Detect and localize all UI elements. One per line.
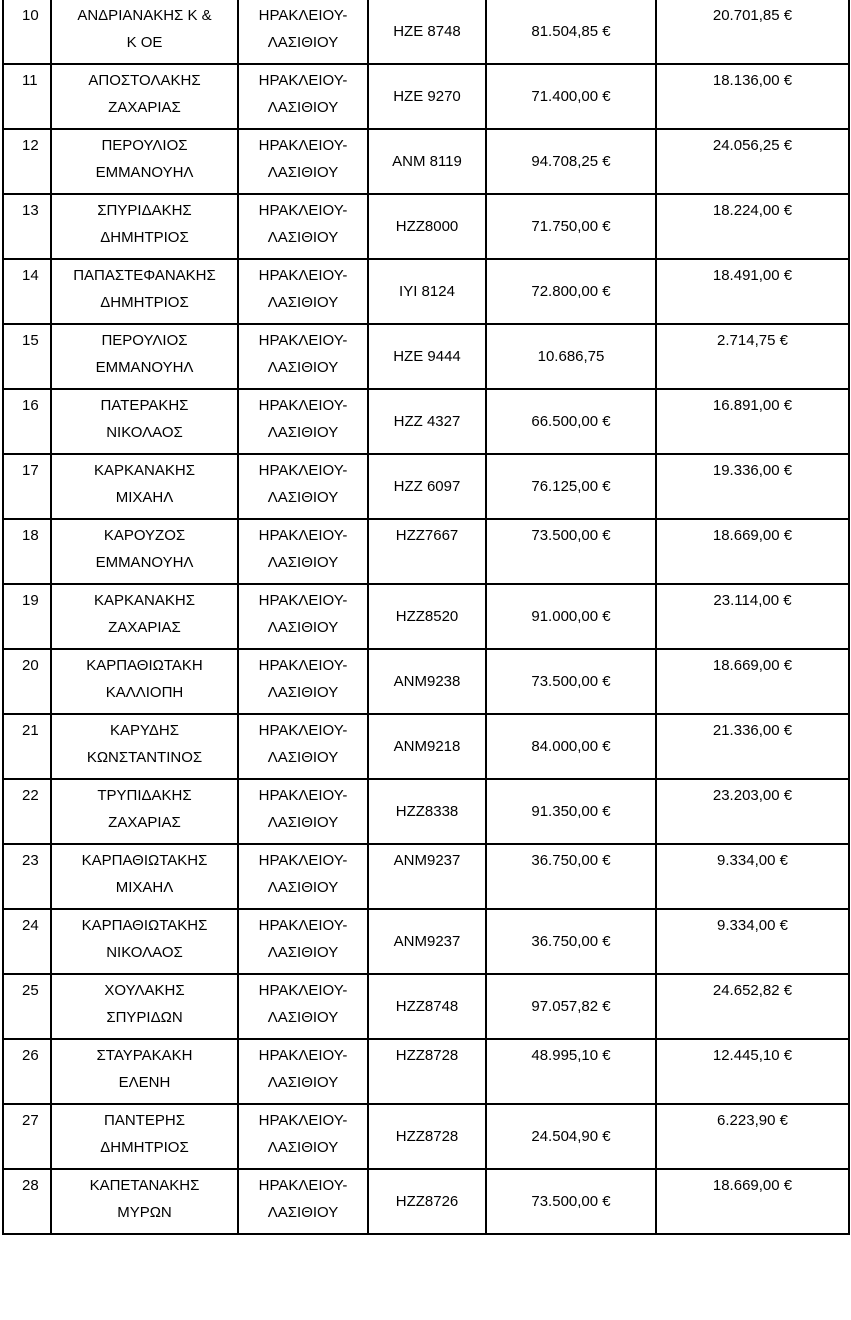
name-line-1: ΚΑΠΕΤΑΝΑΚΗΣ — [89, 1177, 200, 1194]
name-line-1: ΣΤΑΥΡΑΚΑΚΗ — [96, 1047, 193, 1064]
subsidy-amount-cell: 23.114,00 € — [656, 584, 849, 649]
beneficiary-name-cell — [51, 0, 238, 64]
row-number-cell: 20 — [3, 649, 51, 714]
region-cell — [238, 844, 368, 909]
region-cell — [238, 649, 368, 714]
subsidy-amount-cell: 12.445,10 € — [656, 1039, 849, 1104]
plate-cell: ΗΖΖ 6097 — [368, 454, 486, 519]
region-line-1: ΗΡΑΚΛΕΙΟΥ- — [258, 1047, 348, 1064]
name-line-2: ΕΜΜΑΝΟΥΗΛ — [95, 164, 194, 181]
region-line-1: ΗΡΑΚΛΕΙΟΥ- — [258, 332, 348, 349]
beneficiary-name-cell — [51, 64, 238, 129]
total-amount-cell: 73.500,00 € — [486, 519, 656, 584]
beneficiary-name-cell — [51, 909, 238, 974]
region-cell — [238, 129, 368, 194]
total-amount-cell: 71.400,00 € — [486, 64, 656, 129]
row-number-cell: 26 — [3, 1039, 51, 1104]
name-line-1: ΚΑΡΠΑΘΙΩΤΑΚΗΣ — [81, 852, 208, 869]
beneficiary-name-cell — [51, 259, 238, 324]
region-line-2: ΛΑΣΙΘΙΟΥ — [267, 99, 339, 116]
total-amount-cell: 73.500,00 € — [486, 649, 656, 714]
table-row — [3, 129, 849, 194]
name-line-1: ΚΑΡΠΑΘΙΩΤΑΚΗ — [86, 657, 203, 674]
beneficiary-name-cell — [51, 389, 238, 454]
region-line-1: ΗΡΑΚΛΕΙΟΥ- — [258, 592, 348, 609]
row-number-cell: 11 — [3, 64, 51, 129]
beneficiary-name-cell — [51, 129, 238, 194]
total-amount-cell: 94.708,25 € — [486, 129, 656, 194]
table-row — [3, 454, 849, 519]
region-line-1: ΗΡΑΚΛΕΙΟΥ- — [258, 1177, 348, 1194]
plate-cell: ΑΝΜ 8119 — [368, 129, 486, 194]
region-line-1: ΗΡΑΚΛΕΙΟΥ- — [258, 72, 348, 89]
beneficiaries-table — [2, 0, 850, 1235]
beneficiary-name-cell — [51, 1039, 238, 1104]
row-number-cell: 13 — [3, 194, 51, 259]
table-row — [3, 649, 849, 714]
region-line-2: ΛΑΣΙΘΙΟΥ — [267, 684, 339, 701]
region-line-2: ΛΑΣΙΘΙΟΥ — [267, 489, 339, 506]
name-line-2: ΕΜΜΑΝΟΥΗΛ — [95, 554, 194, 571]
subsidy-amount-cell: 18.669,00 € — [656, 1169, 849, 1234]
name-line-1: ΠΑΤΕΡΑΚΗΣ — [100, 397, 189, 414]
row-number-cell: 23 — [3, 844, 51, 909]
total-amount-cell: 71.750,00 € — [486, 194, 656, 259]
region-cell — [238, 909, 368, 974]
name-line-2: ΝΙΚΟΛΑΟΣ — [106, 424, 183, 441]
total-amount-cell: 73.500,00 € — [486, 1169, 656, 1234]
region-cell — [238, 519, 368, 584]
plate-cell: ΗΖΖ8726 — [368, 1169, 486, 1234]
subsidy-amount-cell: 18.224,00 € — [656, 194, 849, 259]
row-number-cell: 28 — [3, 1169, 51, 1234]
name-line-2: Κ ΟΕ — [126, 34, 163, 51]
name-line-2: ΕΛΕΝΗ — [118, 1074, 171, 1091]
region-cell — [238, 584, 368, 649]
row-number-cell: 15 — [3, 324, 51, 389]
name-line-1: ΑΝΔΡΙΑΝΑΚΗΣ Κ & — [77, 7, 212, 24]
plate-cell: ΗΖΖ8520 — [368, 584, 486, 649]
total-amount-cell: 76.125,00 € — [486, 454, 656, 519]
name-line-2: ΔΗΜΗΤΡΙΟΣ — [100, 294, 189, 311]
region-cell — [238, 1039, 368, 1104]
plate-cell: ΗΖΖ8000 — [368, 194, 486, 259]
table-body — [3, 0, 849, 1234]
subsidy-amount-cell: 18.669,00 € — [656, 519, 849, 584]
beneficiary-name-cell — [51, 454, 238, 519]
name-line-2: ΚΩΝΣΤΑΝΤΙΝΟΣ — [86, 749, 203, 766]
name-line-2: ΔΗΜΗΤΡΙΟΣ — [100, 229, 189, 246]
region-cell — [238, 64, 368, 129]
table-row — [3, 584, 849, 649]
region-line-2: ΛΑΣΙΘΙΟΥ — [267, 1009, 339, 1026]
row-number-cell: 25 — [3, 974, 51, 1039]
region-line-1: ΗΡΑΚΛΕΙΟΥ- — [258, 982, 348, 999]
row-number-cell: 12 — [3, 129, 51, 194]
table-row — [3, 64, 849, 129]
region-line-1: ΗΡΑΚΛΕΙΟΥ- — [258, 202, 348, 219]
beneficiary-name-cell — [51, 974, 238, 1039]
total-amount-cell: 97.057,82 € — [486, 974, 656, 1039]
region-line-1: ΗΡΑΚΛΕΙΟΥ- — [258, 787, 348, 804]
region-line-1: ΗΡΑΚΛΕΙΟΥ- — [258, 1112, 348, 1129]
plate-cell: ΗΖΕ 9270 — [368, 64, 486, 129]
name-line-1: ΠΑΝΤΕΡΗΣ — [104, 1112, 185, 1129]
name-line-1: ΚΑΡΥΔΗΣ — [109, 722, 180, 739]
total-amount-cell: 24.504,90 € — [486, 1104, 656, 1169]
total-amount-cell: 66.500,00 € — [486, 389, 656, 454]
region-line-2: ΛΑΣΙΘΙΟΥ — [267, 879, 339, 896]
region-cell — [238, 454, 368, 519]
subsidy-amount-cell: 24.652,82 € — [656, 974, 849, 1039]
name-line-1: ΣΠΥΡΙΔΑΚΗΣ — [97, 202, 192, 219]
row-number-cell: 22 — [3, 779, 51, 844]
region-cell — [238, 194, 368, 259]
beneficiary-name-cell — [51, 1104, 238, 1169]
table-row — [3, 844, 849, 909]
plate-cell: ΗΖΕ 9444 — [368, 324, 486, 389]
total-amount-cell: 48.995,10 € — [486, 1039, 656, 1104]
subsidy-amount-cell: 20.701,85 € — [656, 0, 849, 64]
region-cell — [238, 779, 368, 844]
region-line-1: ΗΡΑΚΛΕΙΟΥ- — [258, 852, 348, 869]
name-line-1: ΑΠΟΣΤΟΛΑΚΗΣ — [88, 72, 201, 89]
plate-cell: ΙΥΙ 8124 — [368, 259, 486, 324]
region-line-2: ΛΑΣΙΘΙΟΥ — [267, 554, 339, 571]
subsidy-amount-cell: 23.203,00 € — [656, 779, 849, 844]
table-row — [3, 194, 849, 259]
region-line-2: ΛΑΣΙΘΙΟΥ — [267, 294, 339, 311]
plate-cell: ΗΖΖ8728 — [368, 1104, 486, 1169]
table-row — [3, 1104, 849, 1169]
region-line-2: ΛΑΣΙΘΙΟΥ — [267, 1204, 339, 1221]
region-line-2: ΛΑΣΙΘΙΟΥ — [267, 424, 339, 441]
table-row — [3, 324, 849, 389]
region-line-1: ΗΡΑΚΛΕΙΟΥ- — [258, 527, 348, 544]
plate-cell: ΗΖΖ 4327 — [368, 389, 486, 454]
name-line-2: ΔΗΜΗΤΡΙΟΣ — [100, 1139, 189, 1156]
subsidy-amount-cell: 6.223,90 € — [656, 1104, 849, 1169]
table-row — [3, 779, 849, 844]
subsidy-amount-cell: 16.891,00 € — [656, 389, 849, 454]
name-line-1: ΚΑΡΚΑΝΑΚΗΣ — [94, 592, 195, 609]
name-line-2: ΜΥΡΩΝ — [117, 1204, 172, 1221]
plate-cell: ΗΖΖ8338 — [368, 779, 486, 844]
region-line-2: ΛΑΣΙΘΙΟΥ — [267, 1139, 339, 1156]
beneficiary-name-cell — [51, 324, 238, 389]
table-row — [3, 519, 849, 584]
region-cell — [238, 974, 368, 1039]
plate-cell: ΑΝΜ9218 — [368, 714, 486, 779]
name-line-1: ΚΑΡΠΑΘΙΩΤΑΚΗΣ — [81, 917, 208, 934]
table-row — [3, 909, 849, 974]
name-line-2: ΣΠΥΡΙΔΩΝ — [106, 1009, 183, 1026]
name-line-2: ΚΑΛΛΙΟΠΗ — [105, 684, 184, 701]
region-line-1: ΗΡΑΚΛΕΙΟΥ- — [258, 917, 348, 934]
row-number-cell: 10 — [3, 0, 51, 64]
name-line-1: ΠΕΡΟΥΛΙΟΣ — [101, 332, 188, 349]
region-line-1: ΗΡΑΚΛΕΙΟΥ- — [258, 267, 348, 284]
name-line-2: ΖΑΧΑΡΙΑΣ — [108, 99, 181, 116]
name-line-1: ΚΑΡΟΥΖΟΣ — [103, 527, 186, 544]
region-line-2: ΛΑΣΙΘΙΟΥ — [267, 359, 339, 376]
subsidy-amount-cell: 2.714,75 € — [656, 324, 849, 389]
region-line-1: ΗΡΑΚΛΕΙΟΥ- — [258, 657, 348, 674]
name-line-1: ΤΡΥΠΙΔΑΚΗΣ — [97, 787, 192, 804]
name-line-2: ΜΙΧΑΗΛ — [115, 489, 174, 506]
beneficiary-name-cell — [51, 194, 238, 259]
region-cell — [238, 1104, 368, 1169]
region-line-2: ΛΑΣΙΘΙΟΥ — [267, 814, 339, 831]
total-amount-cell: 72.800,00 € — [486, 259, 656, 324]
name-line-1: ΠΕΡΟΥΛΙΟΣ — [101, 137, 188, 154]
row-number-cell: 19 — [3, 584, 51, 649]
region-line-1: ΗΡΑΚΛΕΙΟΥ- — [258, 7, 348, 24]
region-line-1: ΗΡΑΚΛΕΙΟΥ- — [258, 137, 348, 154]
table-row — [3, 974, 849, 1039]
beneficiary-name-cell — [51, 584, 238, 649]
region-cell — [238, 1169, 368, 1234]
row-number-cell: 16 — [3, 389, 51, 454]
row-number-cell: 18 — [3, 519, 51, 584]
subsidy-amount-cell: 19.336,00 € — [656, 454, 849, 519]
region-line-2: ΛΑΣΙΘΙΟΥ — [267, 164, 339, 181]
name-line-1: ΠΑΠΑΣΤΕΦΑΝΑΚΗΣ — [73, 267, 216, 284]
plate-cell: ΑΝΜ9238 — [368, 649, 486, 714]
table-row — [3, 259, 849, 324]
row-number-cell: 21 — [3, 714, 51, 779]
name-line-1: ΚΑΡΚΑΝΑΚΗΣ — [94, 462, 195, 479]
region-line-1: ΗΡΑΚΛΕΙΟΥ- — [258, 397, 348, 414]
beneficiary-name-cell — [51, 714, 238, 779]
name-line-2: ΜΙΧΑΗΛ — [115, 879, 174, 896]
row-number-cell: 27 — [3, 1104, 51, 1169]
region-line-2: ΛΑΣΙΘΙΟΥ — [267, 619, 339, 636]
subsidy-amount-cell: 9.334,00 € — [656, 909, 849, 974]
plate-cell: ΗΖΕ 8748 — [368, 0, 486, 64]
name-line-2: ΖΑΧΑΡΙΑΣ — [108, 619, 181, 636]
row-number-cell: 17 — [3, 454, 51, 519]
region-line-2: ΛΑΣΙΘΙΟΥ — [267, 34, 339, 51]
table-row — [3, 714, 849, 779]
region-cell — [238, 324, 368, 389]
beneficiary-name-cell — [51, 649, 238, 714]
plate-cell: ΑΝΜ9237 — [368, 844, 486, 909]
plate-cell: ΗΖΖ8748 — [368, 974, 486, 1039]
total-amount-cell: 36.750,00 € — [486, 909, 656, 974]
name-line-2: ΕΜΜΑΝΟΥΗΛ — [95, 359, 194, 376]
subsidy-amount-cell: 24.056,25 € — [656, 129, 849, 194]
table-row — [3, 389, 849, 454]
name-line-2: ΖΑΧΑΡΙΑΣ — [108, 814, 181, 831]
region-cell — [238, 259, 368, 324]
beneficiary-name-cell — [51, 779, 238, 844]
subsidy-amount-cell: 18.669,00 € — [656, 649, 849, 714]
name-line-1: ΧΟΥΛΑΚΗΣ — [104, 982, 185, 999]
region-cell — [238, 714, 368, 779]
row-number-cell: 24 — [3, 909, 51, 974]
total-amount-cell: 36.750,00 € — [486, 844, 656, 909]
region-line-1: ΗΡΑΚΛΕΙΟΥ- — [258, 722, 348, 739]
name-line-2: ΝΙΚΟΛΑΟΣ — [106, 944, 183, 961]
subsidy-amount-cell: 21.336,00 € — [656, 714, 849, 779]
row-number-cell: 14 — [3, 259, 51, 324]
total-amount-cell: 91.350,00 € — [486, 779, 656, 844]
region-cell — [238, 389, 368, 454]
beneficiary-name-cell — [51, 1169, 238, 1234]
region-line-1: ΗΡΑΚΛΕΙΟΥ- — [258, 462, 348, 479]
plate-cell: ΑΝΜ9237 — [368, 909, 486, 974]
beneficiary-name-cell — [51, 844, 238, 909]
region-line-2: ΛΑΣΙΘΙΟΥ — [267, 229, 339, 246]
region-cell — [238, 0, 368, 64]
total-amount-cell: 91.000,00 € — [486, 584, 656, 649]
table-row — [3, 1169, 849, 1234]
plate-cell: ΗΖΖ7667 — [368, 519, 486, 584]
subsidy-amount-cell: 18.136,00 € — [656, 64, 849, 129]
total-amount-cell: 10.686,75 — [486, 324, 656, 389]
subsidy-amount-cell: 18.491,00 € — [656, 259, 849, 324]
region-line-2: ΛΑΣΙΘΙΟΥ — [267, 1074, 339, 1091]
total-amount-cell: 81.504,85 € — [486, 0, 656, 64]
subsidy-amount-cell: 9.334,00 € — [656, 844, 849, 909]
table-row — [3, 0, 849, 64]
region-line-2: ΛΑΣΙΘΙΟΥ — [267, 944, 339, 961]
beneficiary-name-cell — [51, 519, 238, 584]
plate-cell: ΗΖΖ8728 — [368, 1039, 486, 1104]
total-amount-cell: 84.000,00 € — [486, 714, 656, 779]
table-row — [3, 1039, 849, 1104]
region-line-2: ΛΑΣΙΘΙΟΥ — [267, 749, 339, 766]
